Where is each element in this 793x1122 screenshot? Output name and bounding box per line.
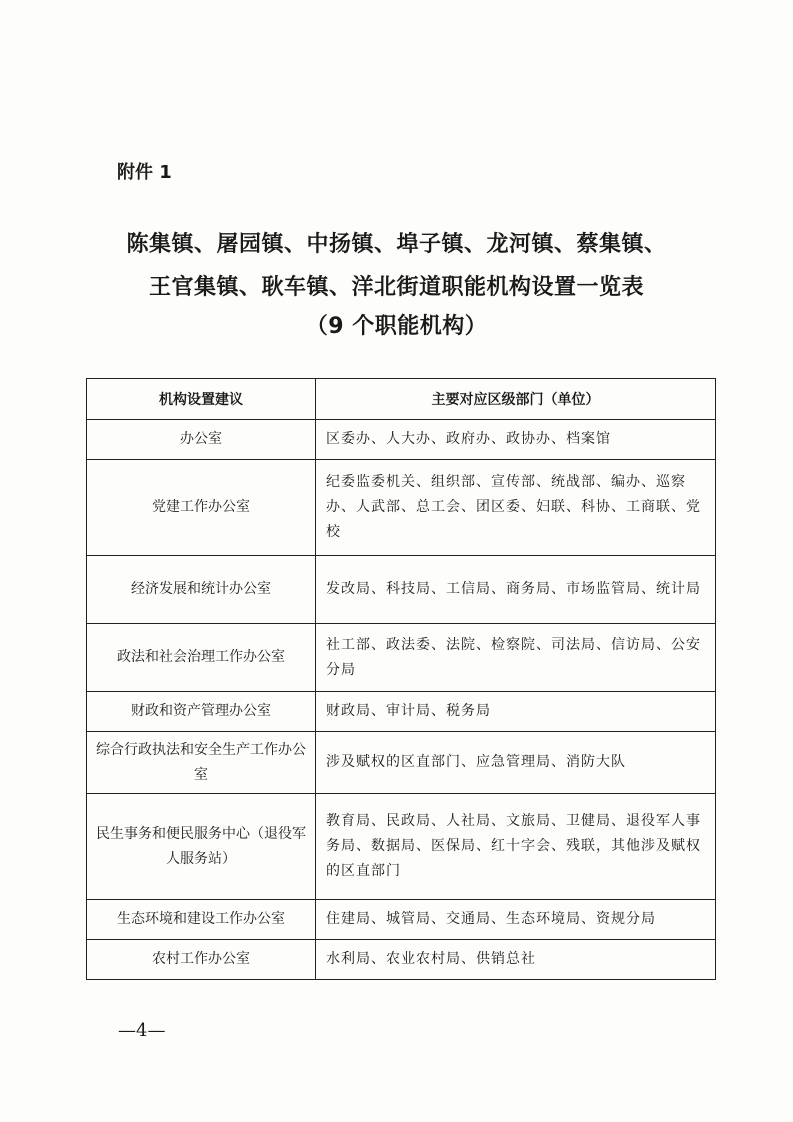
table-row — [87, 420, 716, 460]
departments-cell: 纪委监委机关、组织部、宣传部、统战部、编办、巡察办、人武部、总工会、团区委、妇联、科协、工商联、党校 — [316, 460, 716, 556]
org-cell: 经济发展和统计办公室 — [87, 556, 316, 624]
departments-cell: 社工部、政法委、法院、检察院、司法局、信访局、公安分局 — [316, 624, 716, 692]
org-cell: 农村工作办公室 — [87, 940, 316, 980]
departments-cell: 财政局、审计局、税务局 — [316, 692, 716, 732]
departments-cell: 水利局、农业农村局、供销总社 — [316, 940, 716, 980]
org-cell: 政法和社会治理工作办公室 — [87, 624, 316, 692]
table-row — [87, 692, 716, 732]
table-row — [87, 732, 716, 794]
org-cell: 财政和资产管理办公室 — [87, 692, 316, 732]
table-row — [87, 460, 716, 556]
departments-cell: 教育局、民政局、人社局、文旅局、卫健局、退役军人事务局、数据局、医保局、红十字会、残联，其他涉及赋权的区直部门 — [316, 794, 716, 900]
org-cell: 生态环境和建设工作办公室 — [87, 900, 316, 940]
departments-cell: 发改局、科技局、工信局、商务局、市场监管局、统计局 — [316, 556, 716, 624]
table-row — [87, 794, 716, 900]
document-title-line-2: 王官集镇、耿车镇、洋北街道职能机构设置一览表 — [148, 275, 644, 300]
org-cell: 民生事务和便民服务中心（退役军人服务站） — [87, 794, 316, 900]
document-title-line-3: （9 个职能机构） — [305, 314, 488, 339]
table-row — [87, 940, 716, 980]
table-row — [87, 556, 716, 624]
table-header-row — [87, 379, 716, 420]
header-org: 机构设置建议 — [87, 379, 316, 420]
table-row — [87, 624, 716, 692]
org-cell: 办公室 — [87, 420, 316, 460]
departments-cell: 区委办、人大办、政府办、政协办、档案馆 — [316, 420, 716, 460]
departments-cell: 住建局、城管局、交通局、生态环境局、资规分局 — [316, 900, 716, 940]
attachment-label: 附件 1 — [117, 162, 172, 183]
table-row — [87, 900, 716, 940]
departments-cell: 涉及赋权的区直部门、应急管理局、消防大队 — [316, 732, 716, 794]
page-number: —4— — [118, 1020, 166, 1041]
org-cell: 综合行政执法和安全生产工作办公室 — [87, 732, 316, 794]
header-departments: 主要对应区级部门（单位） — [316, 379, 716, 420]
document-title-line-1: 陈集镇、屠园镇、中扬镇、埠子镇、龙河镇、蔡集镇、 — [126, 232, 667, 257]
org-setup-table — [86, 378, 716, 980]
org-cell: 党建工作办公室 — [87, 460, 316, 556]
